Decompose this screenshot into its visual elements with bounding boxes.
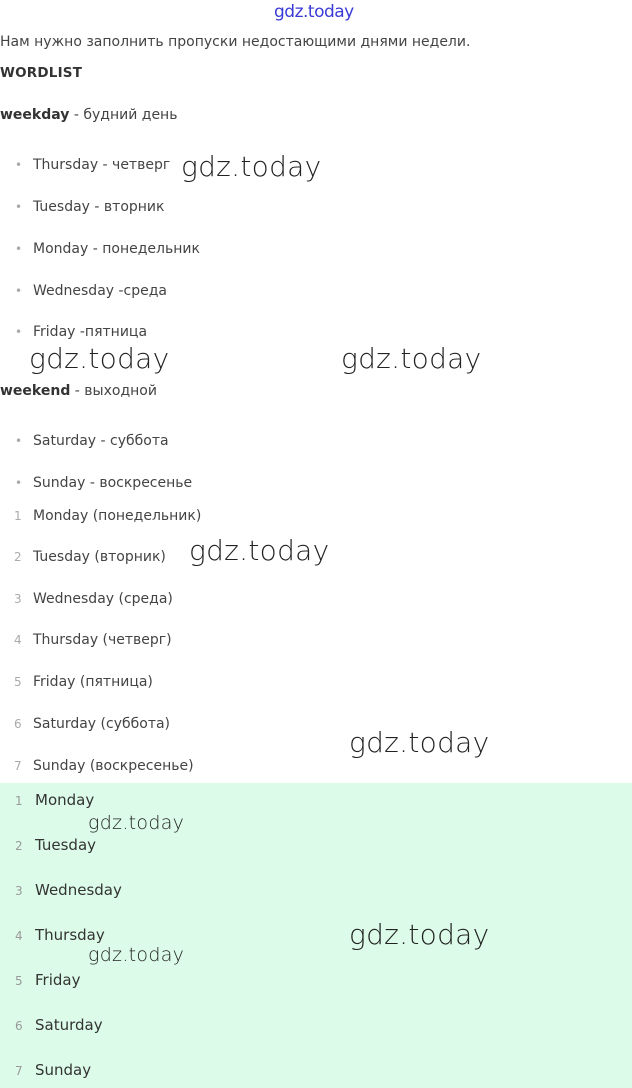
bullet-icon: • — [15, 284, 23, 298]
ordered-list-item — [0, 632, 172, 648]
bullet-icon: • — [15, 200, 23, 214]
list-item-text: Thursday - четверг — [33, 157, 171, 173]
answer-item — [0, 791, 94, 809]
answer-item — [0, 1061, 91, 1079]
bullet-icon: • — [15, 325, 23, 339]
watermark: gdz.today — [341, 342, 482, 375]
answer-item — [0, 926, 105, 944]
answer-item — [0, 1016, 103, 1034]
site-logo[interactable]: gdz.today — [274, 2, 354, 22]
weekday-translation: - будний день — [69, 107, 178, 123]
answer-text: Friday — [35, 971, 81, 989]
answer-text: Saturday — [35, 1016, 103, 1034]
watermark: gdz.today — [29, 342, 170, 375]
item-text: Sunday (воскресенье) — [33, 758, 194, 774]
item-number: 1 — [14, 509, 22, 523]
ordered-list-item — [0, 758, 194, 774]
list-item-text: Saturday - суббота — [33, 433, 169, 449]
weekday-term — [0, 107, 177, 123]
bullet-icon: • — [15, 158, 23, 172]
list-item-text: Tuesday - вторник — [33, 199, 165, 215]
item-text: Tuesday (вторник) — [33, 549, 166, 565]
watermark: gdz.today — [189, 534, 330, 567]
list-item-text: Wednesday -среда — [33, 283, 168, 299]
answer-text: Thursday — [35, 926, 105, 944]
watermark: gdz.today — [181, 150, 322, 183]
answer-item — [0, 836, 96, 854]
answer-number: 6 — [15, 1019, 23, 1033]
watermark: gdz.today — [349, 918, 490, 951]
answer-item — [0, 971, 80, 989]
wordlist-heading: WORDLIST — [0, 65, 83, 81]
item-number: 5 — [14, 675, 22, 689]
answer-number: 4 — [15, 929, 23, 943]
answer-number: 2 — [15, 839, 23, 853]
ordered-list-item — [0, 591, 173, 607]
list-item — [0, 433, 169, 449]
answer-item — [0, 881, 122, 899]
watermark: gdz.today — [88, 944, 185, 966]
ordered-list-item — [0, 674, 153, 690]
list-item — [0, 283, 167, 299]
item-number: 6 — [14, 717, 22, 731]
list-item-text: Monday - понедельник — [33, 241, 200, 257]
answer-number: 5 — [15, 974, 23, 988]
bullet-icon: • — [15, 242, 23, 256]
list-item — [0, 241, 200, 257]
list-item — [0, 157, 170, 173]
ordered-list-item — [0, 716, 170, 732]
answer-number: 3 — [15, 884, 23, 898]
item-number: 4 — [14, 633, 22, 647]
watermark: gdz.today — [349, 726, 490, 759]
bullet-icon: • — [15, 476, 23, 490]
list-item-text: Sunday - воскресенье — [33, 475, 193, 491]
weekend-translation: - выходной — [70, 383, 157, 399]
weekday-term-word: weekday — [0, 107, 70, 123]
weekend-term — [0, 383, 157, 399]
item-number: 3 — [14, 592, 22, 606]
item-text: Wednesday (среда) — [33, 591, 173, 607]
item-text: Saturday (суббота) — [33, 716, 171, 732]
answer-number: 1 — [15, 794, 23, 808]
watermark: gdz.today — [88, 812, 185, 834]
answer-number: 7 — [15, 1064, 23, 1078]
item-text: Thursday (четверг) — [33, 632, 172, 648]
list-item — [0, 324, 147, 340]
ordered-list-item — [0, 549, 166, 565]
item-number: 2 — [14, 550, 22, 564]
answer-text: Monday — [35, 791, 95, 809]
item-number: 7 — [14, 759, 22, 773]
answer-text: Tuesday — [35, 836, 97, 854]
item-text: Friday (пятница) — [33, 674, 153, 690]
answer-text: Sunday — [35, 1061, 92, 1079]
list-item — [0, 199, 164, 215]
bullet-icon: • — [15, 434, 23, 448]
answer-text: Wednesday — [35, 881, 122, 899]
ordered-list-item — [0, 508, 201, 524]
list-item-text: Friday -пятница — [33, 324, 148, 340]
task-intro: Нам нужно заполнить пропуски недостающими днями недели. — [0, 34, 471, 50]
weekend-term-word: weekend — [0, 383, 71, 399]
item-text: Monday (понедельник) — [33, 508, 202, 524]
list-item — [0, 475, 192, 491]
